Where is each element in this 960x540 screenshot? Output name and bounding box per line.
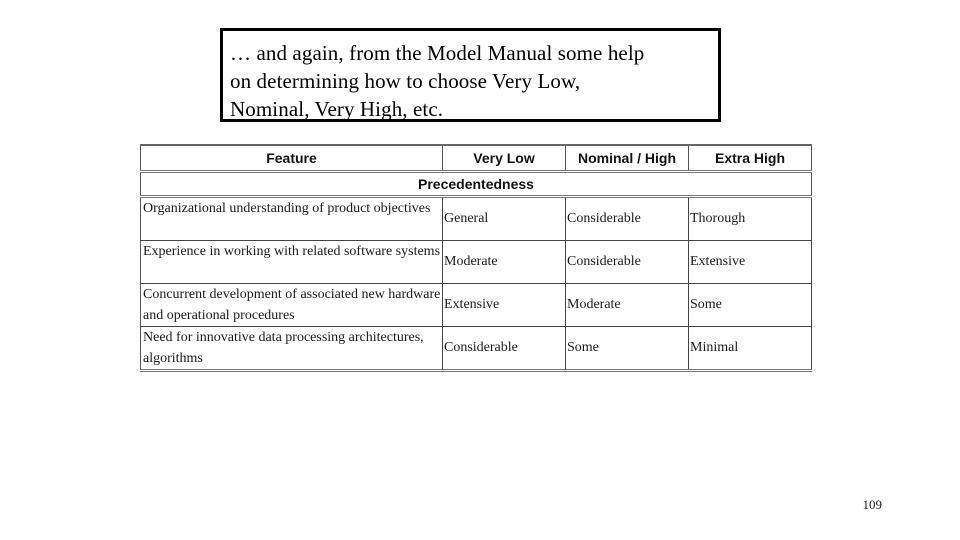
callout-line-2: on determining how to choose Very Low,	[230, 69, 581, 93]
section-row	[141, 172, 812, 197]
extra-high-cell: Extensive	[689, 241, 812, 284]
header-extra-high: Extra High	[689, 145, 812, 172]
table-row	[141, 284, 812, 327]
table-row	[141, 241, 812, 284]
header-very-low: Very Low	[443, 145, 566, 172]
feature-cell: Concurrent development of associated new hardware and operational procedures	[141, 284, 443, 327]
table-row	[141, 197, 812, 241]
callout-line-1: … and again, from the Model Manual some help	[230, 41, 645, 65]
nominal-high-cell: Considerable	[566, 197, 689, 241]
callout-line-3: Nominal, Very High, etc.	[230, 97, 444, 121]
extra-high-cell: Minimal	[689, 327, 812, 371]
nominal-high-cell: Some	[566, 327, 689, 371]
very-low-cell: General	[443, 197, 566, 241]
callout-box	[220, 28, 721, 122]
extra-high-cell: Some	[689, 284, 812, 327]
table-row	[141, 327, 812, 371]
feature-cell: Need for innovative data processing architectures, algorithms	[141, 327, 443, 371]
page-number: 109	[862, 497, 882, 512]
very-low-cell: Extensive	[443, 284, 566, 327]
very-low-cell: Considerable	[443, 327, 566, 371]
extra-high-cell: Thorough	[689, 197, 812, 241]
section-title: Precedentedness	[141, 172, 812, 197]
feature-cell: Organizational understanding of product objectives	[141, 197, 443, 241]
feature-cell: Experience in working with related software systems	[141, 241, 443, 284]
header-nominal-high: Nominal / High	[566, 145, 689, 172]
precedentedness-table	[140, 144, 811, 372]
very-low-cell: Moderate	[443, 241, 566, 284]
header-feature: Feature	[141, 145, 443, 172]
table-header-row	[141, 145, 812, 172]
nominal-high-cell: Moderate	[566, 284, 689, 327]
rating-table	[140, 144, 812, 372]
nominal-high-cell: Considerable	[566, 241, 689, 284]
